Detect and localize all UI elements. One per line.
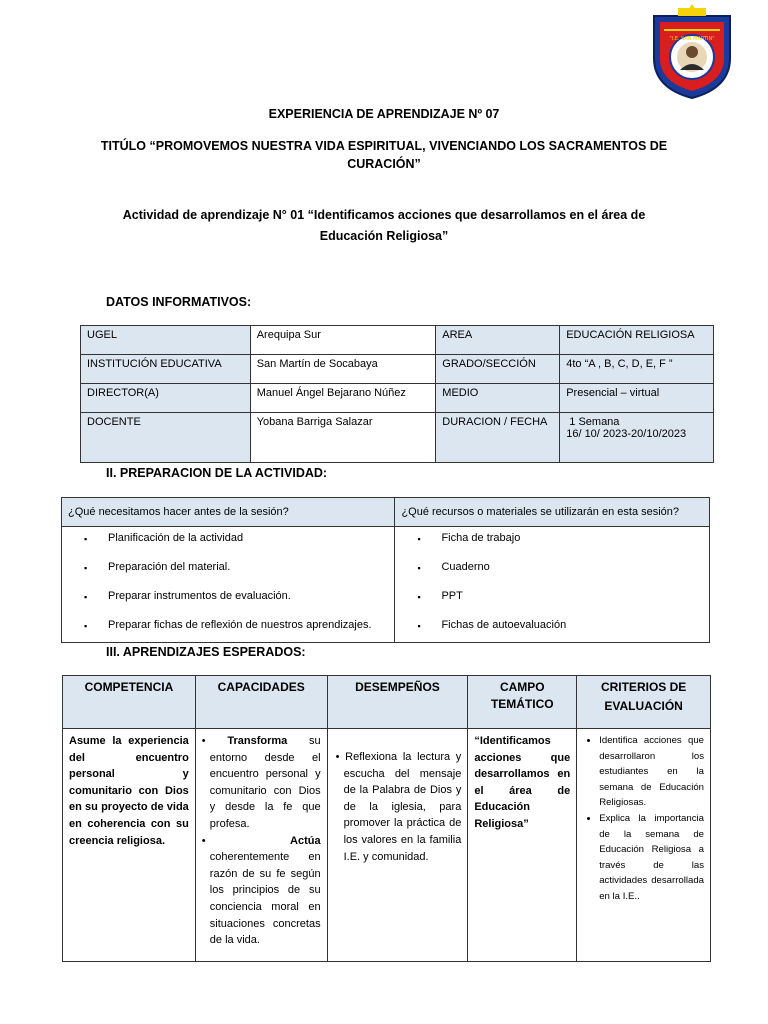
competencia-cell: Asume la experiencia del encuentro personal y comunitario con Dios en su proyecto de vida en coherencia con su creencia religiosa. [63,729,196,962]
duracion-fecha: 16/ 10/ 2023-20/10/2023 [566,428,687,440]
prep-col2-header: ¿Qué recursos o materiales se utilizarán en esta sesión? [395,498,710,527]
capacidad-1-text: su entorno desde el encuentro personal y comunitario con Dios y desde la fe que profesa. [209,735,321,830]
title-line-1: TITÚLO “PROMOVEMOS NUESTRA VIDA ESPIRITUAL, VIVENCIANDO LOS SACRAMENTOS DE [100,139,668,153]
value-ugel: Arequipa Sur [250,326,436,355]
list-item: ▪ Preparar fichas de reflexión de nuestros aprendizajes. [62,617,394,641]
activity-line-2: Educación Religiosa” [319,229,449,243]
header-criterios: CRITERIOS DE EVALUACIÓN [577,676,711,729]
header-competencia: COMPETENCIA [63,676,196,729]
desempeno-cell [327,729,468,962]
campo-cell: “Identificamos acciones que desarrollamos en el área de Educación Religiosa” [468,729,577,962]
value-institucion: San Martín de Socabaya [250,355,436,384]
list-item: ▪ Cuaderno [395,559,709,588]
list-item: ▪ Preparar instrumentos de evaluación. [62,588,394,617]
value-docente: Yobana Barriga Salazar [250,413,436,463]
school-crest-logo [650,2,734,100]
prep-col1-list [62,527,395,643]
prep-col1-header: ¿Qué necesitamos hacer antes de la sesión? [62,498,395,527]
preparacion-table [61,497,710,643]
header-desempenos: DESEMPEÑOS [327,676,468,729]
list-item: ▪ PPT [395,588,709,617]
preparacion-heading: II. PREPARACION DE LA ACTIVIDAD: [106,466,328,480]
label-ugel: UGEL [81,326,251,355]
svg-text:"I.E. SAN MARTIN": "I.E. SAN MARTIN" [669,36,715,42]
desempeno-item: • Reflexiona la lectura y escucha del mensaje de la Palabra de Dios y de la iglesia, para promover la práctica de los valores en la familia I.E. y comunidad. [335,751,462,863]
value-director: Manuel Ángel Bejarano Núñez [250,384,436,413]
table-row [81,326,714,355]
experience-heading: EXPERIENCIA DE APRENDIZAJE Nº 07 [268,107,500,121]
title-line-2: CURACIÓN” [347,157,421,171]
label-docente: DOCENTE [81,413,251,463]
label-grado: GRADO/SECCIÓN [436,355,560,384]
criterios-cell [577,729,711,962]
value-area: EDUCACIÓN RELIGIOSA [560,326,714,355]
label-area: AREA [436,326,560,355]
list-item: ▪ Preparación del material. [62,559,394,588]
table-row [81,355,714,384]
label-director: DIRECTOR(A) [81,384,251,413]
aprendizajes-table [62,675,711,962]
list-item: ▪ Fichas de autoevaluación [395,617,709,641]
capacidades-cell [195,729,327,962]
activity-line-1: Actividad de aprendizaje N° 01 “Identificamos acciones que desarrollamos en el área de [122,208,646,222]
table-row [81,384,714,413]
criterio-1: • Identifica acciones que desarrollaron los estudiantes en la semana de Educación Religiosas. [599,733,704,811]
value-medio: Presencial – virtual [560,384,714,413]
table-row [81,413,714,463]
header-capacidades: CAPACIDADES [195,676,327,729]
datos-table [80,325,714,463]
aprendizajes-heading: III. APRENDIZAJES ESPERADOS: [106,645,306,659]
value-duracion [560,413,714,463]
capacidad-1: • Transforma su entorno desde el encuentro personal y comunitario con Dios y desde la fe que profesa. [201,735,321,830]
list-item: ▪ Planificación de la actividad [62,530,394,559]
capacidad-2-text: coherentemente en razón de su fe según los principios de su conciencia moral en situaciones concretas de la vida. [209,851,321,947]
value-grado: 4to “A , B, C, D, E, F ” [560,355,714,384]
criterio-2: • Explica la importancia de la semana de Educación Religiosa a través de las actividades desarrollada en la I.E.. [599,811,704,905]
label-institucion: INSTITUCIÓN EDUCATIVA [81,355,251,384]
duracion-semana: 1 Semana [566,416,620,428]
label-medio: MEDIO [436,384,560,413]
capacidad-1-bold: Transforma [227,735,288,747]
capacidad-2-bold: Actúa [290,834,321,847]
prep-col2-list [395,527,710,643]
capacidad-2: • Actúa coherentemente en razón de su fe según los principios de su conciencia moral en situaciones concretas de la vida. [202,833,321,949]
list-item: ▪ Ficha de trabajo [395,530,709,559]
label-duracion: DURACION / FECHA [436,413,560,463]
datos-heading: DATOS INFORMATIVOS: [106,295,252,309]
header-campo: CAMPO TEMÁTICO [468,676,577,729]
